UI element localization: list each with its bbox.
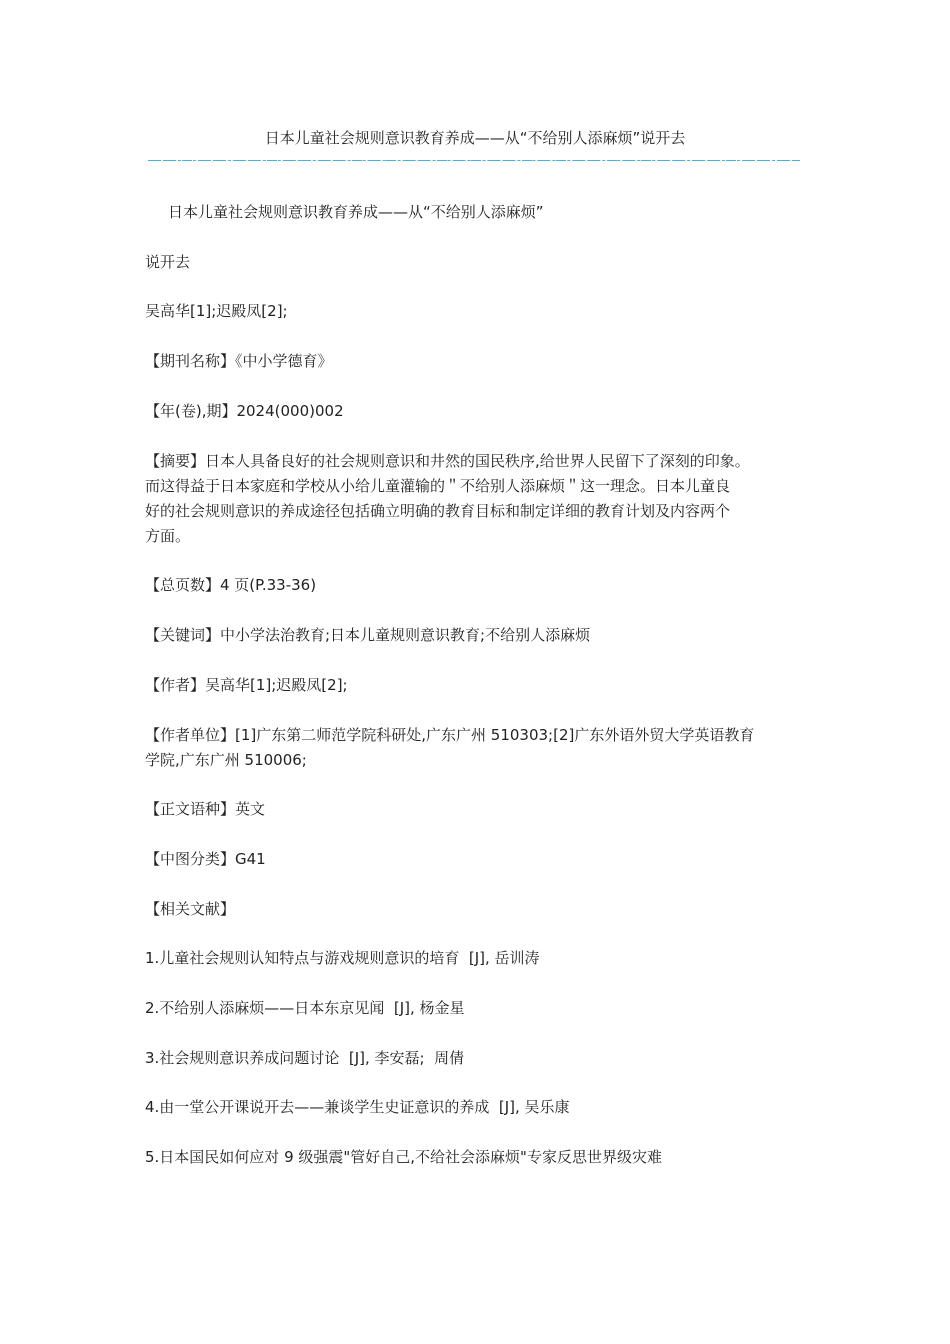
- year-issue: 【年(卷),期】2024(000)002: [145, 402, 344, 420]
- text-language: 【正文语种】英文: [145, 800, 266, 818]
- document-heading: 日本儿童社会规则意识教育养成——从“不给别人添麻烦”说开去: [264, 129, 686, 147]
- authors-line: 吴高华[1];迟殿凤[2];: [145, 302, 288, 320]
- journal-name: 【期刊名称】《中小学德育》: [145, 352, 333, 370]
- abstract-line-2: 而这得益于日本家庭和学校从小给儿童灌输的＂不给别人添麻烦＂这一理念。日本儿童良: [145, 477, 731, 495]
- authors: 【作者】吴高华[1];迟殿凤[2];: [145, 676, 348, 694]
- reference-item[interactable]: 2.不给别人添麻烦——日本东京见闻 [J], 杨金星: [145, 999, 465, 1017]
- affiliation-line-1: 【作者单位】[1]广东第二师范学院科研处,广东广州 510303;[2]广东外语外贸大学英语教育: [145, 726, 755, 744]
- reference-item[interactable]: 4.由一堂公开课说开去——兼谈学生史证意识的养成 [J], 吴乐康: [145, 1098, 570, 1116]
- abstract-line-3: 好的社会规则意识的养成途径包括确立明确的教育目标和制定详细的教育计划及内容两个: [145, 502, 731, 520]
- article-title-line-2: 说开去: [145, 253, 191, 271]
- reference-item[interactable]: 5.日本国民如何应对 9 级强震"管好自己,不给社会添麻烦"专家反思世界级灾难: [145, 1148, 662, 1166]
- page-count: 【总页数】4 页(P.33-36): [145, 576, 317, 594]
- abstract-line-4: 方面。: [145, 527, 191, 545]
- affiliation-line-2: 学院,广东广州 510006;: [145, 751, 307, 769]
- heading-divider: [148, 160, 800, 161]
- related-literature-header: 【相关文献】: [145, 900, 236, 918]
- article-title-line-1: 日本儿童社会规则意识教育养成——从“不给别人添麻烦”: [168, 203, 544, 221]
- keywords: 【关键词】中小学法治教育;日本儿童规则意识教育;不给别人添麻烦: [145, 626, 591, 644]
- reference-item[interactable]: 1.儿童社会规则认知特点与游戏规则意识的培育 [J], 岳训涛: [145, 949, 540, 967]
- classification: 【中图分类】G41: [145, 850, 266, 868]
- reference-item[interactable]: 3.社会规则意识养成问题讨论 [J], 李安磊; 周倩: [145, 1049, 465, 1067]
- abstract-line-1: 【摘要】日本人具备良好的社会规则意识和井然的国民秩序,给世界人民留下了深刻的印象。: [145, 452, 750, 470]
